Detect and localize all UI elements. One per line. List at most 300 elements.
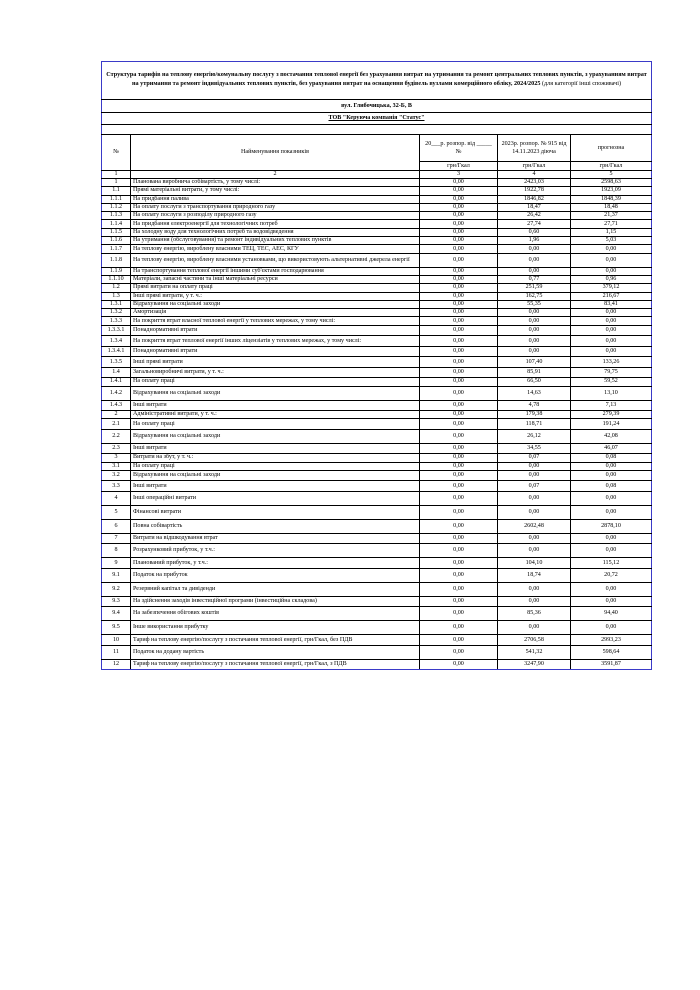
row-name: Понаднормативні втрати xyxy=(131,346,420,357)
tariff-structure-sheet xyxy=(101,61,651,670)
table-row xyxy=(102,309,652,317)
row-name: На оплату праці xyxy=(131,462,420,470)
row-value-b: 0,07 xyxy=(498,481,571,492)
row-value-a: 0,00 xyxy=(420,386,498,400)
row-value-b: 2706,58 xyxy=(498,635,571,646)
row-value-a: 0,00 xyxy=(420,470,498,481)
row-name: Повна собівартість xyxy=(131,519,420,533)
row-value-c: 115,12 xyxy=(571,558,652,569)
row-name: Матеріали, запасні частини та інші матеріальні ресурси xyxy=(131,275,420,283)
tariff-table xyxy=(101,61,652,670)
row-number: 2.1 xyxy=(102,419,131,430)
table-row xyxy=(102,621,652,635)
row-value-b: 3247,90 xyxy=(498,659,571,670)
row-name: Інші витрати xyxy=(131,443,420,454)
row-number: 1.1.9 xyxy=(102,267,131,275)
table-row xyxy=(102,568,652,582)
row-value-a: 0,00 xyxy=(420,195,498,203)
address: вул. Глибочицька, 32-Б, В xyxy=(102,100,652,113)
table-row xyxy=(102,470,652,481)
row-value-c: 21,37 xyxy=(571,212,652,220)
table-row xyxy=(102,443,652,454)
row-value-a: 0,00 xyxy=(420,533,498,544)
row-value-b: 0,00 xyxy=(498,596,571,607)
row-name: Податок на прибуток xyxy=(131,568,420,582)
row-name: Інші прямі витрати xyxy=(131,357,420,368)
row-number: 1.3.4.1 xyxy=(102,346,131,357)
row-value-c: 5,03 xyxy=(571,237,652,245)
table-row xyxy=(102,237,652,245)
table-row xyxy=(102,596,652,607)
row-number: 3.2 xyxy=(102,470,131,481)
row-number: 1.1.4 xyxy=(102,220,131,228)
row-value-b: 18,47 xyxy=(498,203,571,211)
row-value-c: 1923,09 xyxy=(571,187,652,195)
table-row xyxy=(102,544,652,558)
row-value-b: 0,00 xyxy=(498,505,571,519)
row-number: 1.4.2 xyxy=(102,386,131,400)
row-value-b: 162,75 xyxy=(498,292,571,300)
row-value-b: 0,00 xyxy=(498,325,571,336)
row-name: Амортизація xyxy=(131,309,420,317)
row-value-c: 0,00 xyxy=(571,491,652,505)
row-number: 12 xyxy=(102,659,131,670)
row-value-c: 0,00 xyxy=(571,309,652,317)
row-value-c: 2993,23 xyxy=(571,635,652,646)
table-row xyxy=(102,300,652,308)
row-value-a: 0,00 xyxy=(420,292,498,300)
row-name: Відрахування на соціальні заходи xyxy=(131,470,420,481)
row-value-c: 13,10 xyxy=(571,386,652,400)
table-row xyxy=(102,645,652,659)
row-name: На здійснення заходів інвестиційної програми (інвестиційна складова) xyxy=(131,596,420,607)
row-value-c: 83,41 xyxy=(571,300,652,308)
row-name: Прямі матеріальні витрати, у тому числі: xyxy=(131,187,420,195)
row-value-a: 0,00 xyxy=(420,419,498,430)
header-col-c: прогнозна xyxy=(571,135,652,162)
row-value-b: 0,00 xyxy=(498,462,571,470)
title-main: Структура тарифів на теплову енергію/комунальну послугу з постачання теплової енергії без урахування витрат на утримання та ремонт центральних теплових пунктів, з урахуванням витрат на утримання та ремонт індивідуальних теплових пунктів, без урахування витрат на оснащення будівель вузлами комерційного обліку, 2024/2025 xyxy=(106,71,647,87)
company-spacer xyxy=(102,125,652,135)
row-name: Відрахування на соціальні заходи xyxy=(131,386,420,400)
row-value-b: 26,42 xyxy=(498,212,571,220)
row-value-b: 26,12 xyxy=(498,429,571,443)
row-number: 1.1.2 xyxy=(102,203,131,211)
row-number: 1.3.3 xyxy=(102,317,131,325)
row-name: На оплату праці xyxy=(131,378,420,386)
row-value-b: 27,74 xyxy=(498,220,571,228)
table-row xyxy=(102,275,652,283)
table-row xyxy=(102,317,652,325)
row-value-c: 0,00 xyxy=(571,253,652,267)
row-value-c: 0,00 xyxy=(571,325,652,336)
row-number: 1.2 xyxy=(102,284,131,292)
row-value-c: 379,12 xyxy=(571,284,652,292)
row-name: Витрати на збут, у т. ч.: xyxy=(131,454,420,462)
row-value-b: 0,00 xyxy=(498,621,571,635)
row-value-a: 0,00 xyxy=(420,179,498,187)
row-value-b: 541,32 xyxy=(498,645,571,659)
row-value-a: 0,00 xyxy=(420,212,498,220)
row-value-a: 0,00 xyxy=(420,454,498,462)
table-row xyxy=(102,212,652,220)
row-value-a: 0,00 xyxy=(420,659,498,670)
row-value-c: 46,07 xyxy=(571,443,652,454)
row-value-a: 0,00 xyxy=(420,346,498,357)
table-row xyxy=(102,245,652,253)
row-value-a: 0,00 xyxy=(420,568,498,582)
row-name: Інші операційні витрати xyxy=(131,491,420,505)
row-name: Інші прямі витрати, у т. ч.: xyxy=(131,292,420,300)
index-5: 5 xyxy=(571,171,652,179)
row-value-a: 0,00 xyxy=(420,443,498,454)
row-value-c: 3591,87 xyxy=(571,659,652,670)
row-value-a: 0,00 xyxy=(420,481,498,492)
row-value-b: 34,55 xyxy=(498,443,571,454)
row-value-b: 251,59 xyxy=(498,284,571,292)
row-value-c: 2598,63 xyxy=(571,179,652,187)
row-value-c: 0,08 xyxy=(571,454,652,462)
table-row xyxy=(102,519,652,533)
table-row xyxy=(102,203,652,211)
row-value-a: 0,00 xyxy=(420,253,498,267)
row-value-a: 0,00 xyxy=(420,645,498,659)
row-number: 6 xyxy=(102,519,131,533)
row-number: 1.3.4 xyxy=(102,336,131,347)
row-value-c: 1848,39 xyxy=(571,195,652,203)
row-name: На теплову енергію, вироблену власними ТЕЦ, ТЕС, АЕС, КГУ xyxy=(131,245,420,253)
row-number: 1.1.5 xyxy=(102,228,131,236)
row-number: 1.3.3.1 xyxy=(102,325,131,336)
unit-col-a: грн/Гкал xyxy=(420,162,498,171)
row-value-c: 0,00 xyxy=(571,317,652,325)
row-number: 5 xyxy=(102,505,131,519)
table-row xyxy=(102,505,652,519)
row-value-c: 0,00 xyxy=(571,544,652,558)
row-value-a: 0,00 xyxy=(420,367,498,378)
table-row xyxy=(102,386,652,400)
row-number: 1.1.6 xyxy=(102,237,131,245)
row-value-c: 18,48 xyxy=(571,203,652,211)
table-row xyxy=(102,357,652,368)
row-value-a: 0,00 xyxy=(420,411,498,419)
row-value-b: 66,50 xyxy=(498,378,571,386)
table-row xyxy=(102,462,652,470)
row-value-b: 0,00 xyxy=(498,309,571,317)
row-value-c: 79,75 xyxy=(571,367,652,378)
row-name: На оплату праці xyxy=(131,419,420,430)
table-row xyxy=(102,346,652,357)
row-value-b: 2423,03 xyxy=(498,179,571,187)
row-name: Тариф на теплову енергію/послугу з постачання теплової енергії, грн/Гкал, з ПДВ xyxy=(131,659,420,670)
row-value-c: 0,00 xyxy=(571,346,652,357)
row-value-b: 0,00 xyxy=(498,336,571,347)
row-name: Прямі витрати на оплату праці xyxy=(131,284,420,292)
row-value-c: 0,00 xyxy=(571,245,652,253)
row-value-a: 0,00 xyxy=(420,378,498,386)
row-name: Адміністративні витрати, у т. ч.: xyxy=(131,411,420,419)
row-number: 3 xyxy=(102,454,131,462)
row-value-b: 55,35 xyxy=(498,300,571,308)
row-value-b: 0,60 xyxy=(498,228,571,236)
row-value-b: 1846,82 xyxy=(498,195,571,203)
table-row xyxy=(102,267,652,275)
row-value-c: 0,00 xyxy=(571,533,652,544)
row-value-a: 0,00 xyxy=(420,237,498,245)
row-value-a: 0,00 xyxy=(420,544,498,558)
row-value-b: 0,77 xyxy=(498,275,571,283)
row-value-a: 0,00 xyxy=(420,596,498,607)
row-number: 1 xyxy=(102,179,131,187)
row-value-c: 42,08 xyxy=(571,429,652,443)
row-name: Відрахування на соціальні заходи xyxy=(131,429,420,443)
row-name: Планований прибуток, у т.ч.: xyxy=(131,558,420,569)
row-value-b: 0,00 xyxy=(498,245,571,253)
row-number: 9.2 xyxy=(102,582,131,596)
row-value-c: 0,96 xyxy=(571,275,652,283)
table-row xyxy=(102,411,652,419)
row-value-b: 18,74 xyxy=(498,568,571,582)
row-number: 10 xyxy=(102,635,131,646)
row-name: Резервний капітал та дивіденди xyxy=(131,582,420,596)
row-number: 1.3.2 xyxy=(102,309,131,317)
row-value-a: 0,00 xyxy=(420,228,498,236)
row-value-b: 179,38 xyxy=(498,411,571,419)
unit-col-c: грн/Гкал xyxy=(571,162,652,171)
row-value-c: 598,64 xyxy=(571,645,652,659)
row-value-c: 0,00 xyxy=(571,596,652,607)
row-value-a: 0,00 xyxy=(420,505,498,519)
title-spacer xyxy=(102,90,652,100)
row-number: 1.1.8 xyxy=(102,253,131,267)
table-row xyxy=(102,607,652,621)
row-value-b: 0,00 xyxy=(498,317,571,325)
row-value-a: 0,00 xyxy=(420,429,498,443)
row-value-c: 0,00 xyxy=(571,267,652,275)
table-row xyxy=(102,533,652,544)
row-number: 1.1.3 xyxy=(102,212,131,220)
index-3: 3 xyxy=(420,171,498,179)
row-number: 7 xyxy=(102,533,131,544)
row-value-c: 7,13 xyxy=(571,400,652,411)
row-value-b: 0,00 xyxy=(498,253,571,267)
row-value-a: 0,00 xyxy=(420,336,498,347)
row-number: 9.4 xyxy=(102,607,131,621)
row-name: На придбання електроенергії для технологічних потреб xyxy=(131,220,420,228)
row-number: 1.3.5 xyxy=(102,357,131,368)
row-name: На покриття втрат теплової енергії інших ліцензіатів у теплових мережах, у тому числі: xyxy=(131,336,420,347)
table-row xyxy=(102,179,652,187)
table-row xyxy=(102,481,652,492)
row-name: На транспортування теплової енергії іншими суб'єктами господарювання xyxy=(131,267,420,275)
row-value-b: 2602,48 xyxy=(498,519,571,533)
row-number: 1.3.1 xyxy=(102,300,131,308)
row-name: Загальновиробничі витрати, у т. ч.: xyxy=(131,367,420,378)
table-row xyxy=(102,635,652,646)
table-row xyxy=(102,419,652,430)
table-row xyxy=(102,292,652,300)
row-name: Понаднормативні втрати xyxy=(131,325,420,336)
row-value-b: 0,00 xyxy=(498,267,571,275)
row-value-a: 0,00 xyxy=(420,300,498,308)
table-row xyxy=(102,253,652,267)
company-name-text: ТОВ "Керуюча компанія "Статус" xyxy=(328,115,425,121)
row-value-c: 27,71 xyxy=(571,220,652,228)
row-value-a: 0,00 xyxy=(420,325,498,336)
row-value-c: 20,72 xyxy=(571,568,652,582)
row-value-c: 0,00 xyxy=(571,582,652,596)
index-4: 4 xyxy=(498,171,571,179)
row-value-a: 0,00 xyxy=(420,607,498,621)
row-number: 1.1.1 xyxy=(102,195,131,203)
row-value-c: 0,00 xyxy=(571,462,652,470)
row-number: 3.1 xyxy=(102,462,131,470)
row-number: 2.3 xyxy=(102,443,131,454)
row-value-c: 216,67 xyxy=(571,292,652,300)
row-number: 1.4 xyxy=(102,367,131,378)
header-indicator-name: Найменування показників xyxy=(131,135,420,171)
row-number: 2 xyxy=(102,411,131,419)
row-value-a: 0,00 xyxy=(420,635,498,646)
header-col-b: 2023р. розпор. № 915 від 14.11.2023 діюча xyxy=(498,135,571,162)
row-value-b: 1922,78 xyxy=(498,187,571,195)
table-row xyxy=(102,491,652,505)
row-number: 1.4.3 xyxy=(102,400,131,411)
table-row xyxy=(102,429,652,443)
row-value-c: 0,00 xyxy=(571,505,652,519)
row-number: 2.2 xyxy=(102,429,131,443)
row-name: На покриття втрат власної теплової енергії у теплових мережах, у тому числі: xyxy=(131,317,420,325)
row-name: На утримання (обслуговування) та ремонт індивідуальних теплових пунктів xyxy=(131,237,420,245)
row-value-b: 14,63 xyxy=(498,386,571,400)
row-name: Інші витрати xyxy=(131,400,420,411)
title-note: (для категорії інші споживачі) xyxy=(541,80,622,87)
row-value-a: 0,00 xyxy=(420,400,498,411)
row-name: Відрахування на соціальні заходи xyxy=(131,300,420,308)
table-row xyxy=(102,195,652,203)
header-number: № xyxy=(102,135,131,171)
table-row xyxy=(102,284,652,292)
row-name: Тариф на теплову енергію/послугу з постачання теплової енергії, грн/Гкал, без ПДВ xyxy=(131,635,420,646)
row-value-b: 0,07 xyxy=(498,454,571,462)
row-name: Інше використання прибутку xyxy=(131,621,420,635)
table-row xyxy=(102,336,652,347)
row-value-c: 59,52 xyxy=(571,378,652,386)
table-row xyxy=(102,659,652,670)
row-value-b: 0,00 xyxy=(498,582,571,596)
row-value-a: 0,00 xyxy=(420,284,498,292)
table-row xyxy=(102,582,652,596)
row-name: На оплату послуги з розподілу природного газу xyxy=(131,212,420,220)
company-name xyxy=(102,113,652,125)
row-number: 9.5 xyxy=(102,621,131,635)
row-number: 1.3 xyxy=(102,292,131,300)
row-value-a: 0,00 xyxy=(420,317,498,325)
row-name: Витрати на відшкодування втрат xyxy=(131,533,420,544)
row-name: Планована виробнича собівартість, у тому числі: xyxy=(131,179,420,187)
row-name: На забезпечення обігових коштів xyxy=(131,607,420,621)
row-value-a: 0,00 xyxy=(420,558,498,569)
row-value-a: 0,00 xyxy=(420,519,498,533)
row-number: 1.1 xyxy=(102,187,131,195)
row-value-c: 279,39 xyxy=(571,411,652,419)
row-number: 3.3 xyxy=(102,481,131,492)
row-number: 8 xyxy=(102,544,131,558)
row-value-c: 94,40 xyxy=(571,607,652,621)
row-value-c: 191,24 xyxy=(571,419,652,430)
row-name: На теплову енергію, вироблену власними установками, що використовують альтернативні джерела енергії xyxy=(131,253,420,267)
table-row xyxy=(102,325,652,336)
row-name: Податок на додану вартість xyxy=(131,645,420,659)
unit-col-b: грн/Гкал xyxy=(498,162,571,171)
table-row xyxy=(102,400,652,411)
row-value-a: 0,00 xyxy=(420,621,498,635)
table-row xyxy=(102,378,652,386)
row-number: 1.4.1 xyxy=(102,378,131,386)
row-value-b: 104,10 xyxy=(498,558,571,569)
row-value-b: 0,00 xyxy=(498,470,571,481)
row-value-a: 0,00 xyxy=(420,187,498,195)
table-row xyxy=(102,187,652,195)
row-value-c: 0,00 xyxy=(571,621,652,635)
document-title xyxy=(102,62,652,91)
row-value-a: 0,00 xyxy=(420,309,498,317)
row-name: На придбання палива xyxy=(131,195,420,203)
row-name: Фінансові витрати xyxy=(131,505,420,519)
row-name: Інші витрати xyxy=(131,481,420,492)
row-value-c: 1,15 xyxy=(571,228,652,236)
row-number: 9.3 xyxy=(102,596,131,607)
row-value-b: 0,00 xyxy=(498,533,571,544)
row-value-b: 107,40 xyxy=(498,357,571,368)
row-value-c: 0,00 xyxy=(571,336,652,347)
row-number: 1.1.7 xyxy=(102,245,131,253)
table-row xyxy=(102,558,652,569)
row-number: 9.1 xyxy=(102,568,131,582)
row-value-a: 0,00 xyxy=(420,203,498,211)
row-value-c: 133,26 xyxy=(571,357,652,368)
row-number: 9 xyxy=(102,558,131,569)
row-value-a: 0,00 xyxy=(420,267,498,275)
row-value-a: 0,00 xyxy=(420,245,498,253)
index-2: 2 xyxy=(131,171,420,179)
row-value-b: 1,96 xyxy=(498,237,571,245)
row-value-b: 85,36 xyxy=(498,607,571,621)
row-number: 4 xyxy=(102,491,131,505)
row-value-a: 0,00 xyxy=(420,491,498,505)
index-1: 1 xyxy=(102,171,131,179)
table-row xyxy=(102,454,652,462)
table-row xyxy=(102,367,652,378)
row-value-b: 0,00 xyxy=(498,346,571,357)
row-value-a: 0,00 xyxy=(420,462,498,470)
row-value-a: 0,00 xyxy=(420,220,498,228)
row-value-a: 0,00 xyxy=(420,582,498,596)
row-value-b: 0,00 xyxy=(498,491,571,505)
table-row xyxy=(102,228,652,236)
row-value-a: 0,00 xyxy=(420,357,498,368)
row-value-a: 0,00 xyxy=(420,275,498,283)
row-name: На оплату послуги з транспортування природного газу xyxy=(131,203,420,211)
row-value-b: 118,71 xyxy=(498,419,571,430)
row-value-b: 0,00 xyxy=(498,544,571,558)
row-value-b: 4,78 xyxy=(498,400,571,411)
row-number: 1.1.10 xyxy=(102,275,131,283)
header-col-a: 20___р. розпор. від _____ № xyxy=(420,135,498,162)
row-name: Розрахунковий прибуток, у т.ч.: xyxy=(131,544,420,558)
row-name: На холодну воду для технологічних потреб та водовідведення xyxy=(131,228,420,236)
row-value-c: 0,08 xyxy=(571,481,652,492)
